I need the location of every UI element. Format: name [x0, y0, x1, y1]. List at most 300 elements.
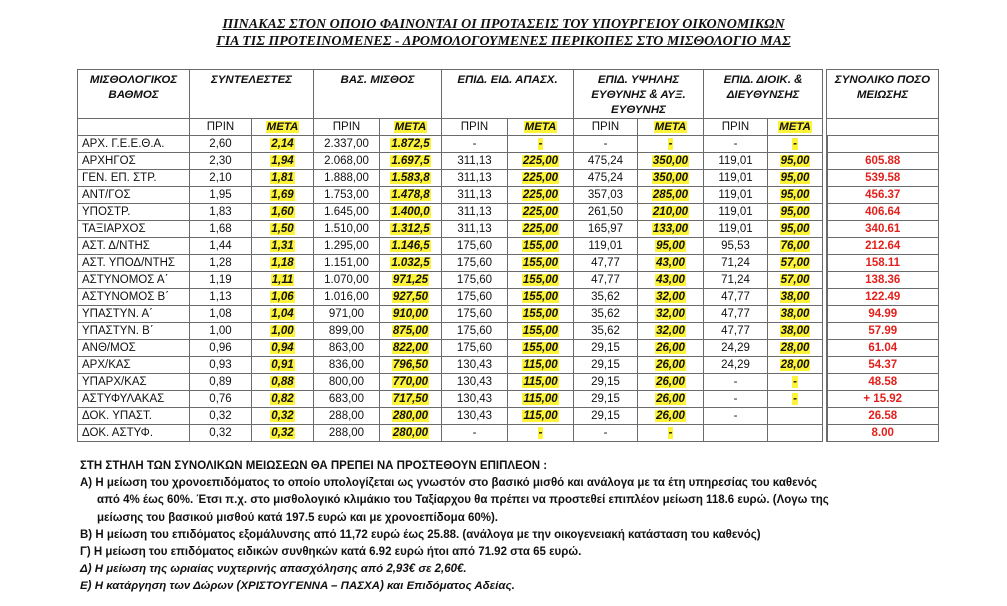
- coef-after-value: 1,50: [271, 222, 294, 235]
- spec-after-value: 225,00: [522, 222, 559, 235]
- coef-before-cell: 0,32: [190, 408, 252, 425]
- resp-before-cell: 29,15: [574, 408, 638, 425]
- subheader-after: ΜΕΤΑ: [380, 119, 442, 136]
- resp-after-cell: [638, 306, 704, 323]
- admin-after-value: 95,00: [780, 154, 810, 167]
- header-row: [78, 70, 939, 119]
- admin-after-cell: [768, 289, 823, 306]
- admin-before-cell: 119,01: [704, 170, 768, 187]
- subheader-after: ΜΕΤΑ: [508, 119, 574, 136]
- spec-before-cell: 130,43: [442, 408, 508, 425]
- spec-before-cell: 130,43: [442, 374, 508, 391]
- admin-after-cell: [768, 272, 823, 289]
- resp-after-cell: [638, 323, 704, 340]
- coef-after-value: 1,81: [271, 171, 294, 184]
- note-a-line3: μείωσης του βασικού μισθού κατά 197.5 ευρώ και με χρονοεπίδομα 60%).: [97, 511, 499, 524]
- base-before-cell: 1.151,00: [314, 255, 380, 272]
- coef-after-value: 2,14: [271, 137, 294, 150]
- resp-after-cell: [638, 221, 704, 238]
- resp-after-cell: [638, 170, 704, 187]
- subheader-before: ΠΡΙΝ: [574, 119, 638, 136]
- total-reduction-cell: 138.36: [827, 272, 939, 289]
- base-before-cell: 288,00: [314, 425, 380, 442]
- spec-after-cell: [508, 357, 574, 374]
- spec-after-value: 115,00: [523, 375, 558, 388]
- resp-after-cell: [638, 153, 704, 170]
- resp-after-value: 26,00: [656, 341, 685, 354]
- grade-cell: ΑΝΤ/ΓΟΣ: [78, 187, 190, 204]
- admin-before-cell: 95,53: [704, 238, 768, 255]
- coef-after-cell: [252, 187, 314, 204]
- base-after-value: 1.146,5: [391, 239, 430, 252]
- total-reduction-cell: 539.58: [827, 170, 939, 187]
- resp-after-cell: [638, 204, 704, 221]
- coef-before-cell: 0,76: [190, 391, 252, 408]
- resp-before-cell: -: [574, 136, 638, 153]
- resp-after-value: 43,00: [656, 256, 685, 269]
- spec-after-cell: [508, 136, 574, 153]
- coef-before-cell: 2,30: [190, 153, 252, 170]
- spec-after-cell: [508, 425, 574, 442]
- coef-after-value: 1,18: [271, 256, 294, 269]
- coef-before-cell: 1,28: [190, 255, 252, 272]
- resp-after-value: 133,00: [652, 222, 689, 235]
- note-b: Β) Η μείωση του επιδόματος εξομάλυνσης από 11,72 ευρώ έως 25.88. (ανάλογα με την οικογενειακή κατάσταση του καθενός): [80, 528, 761, 541]
- resp-after-cell: [638, 425, 704, 442]
- grade-cell: ΑΣΤΥΝΟΜΟΣ Β΄: [78, 289, 190, 306]
- spec-after-value: 155,00: [522, 273, 559, 286]
- base-before-cell: 2.068,00: [314, 153, 380, 170]
- header-grade: ΜΙΣΘΟΛΟΓΙΚΟΣ ΒΑΘΜΟΣ: [78, 70, 190, 119]
- total-reduction-cell: 48.58: [827, 374, 939, 391]
- spec-before-cell: 175,60: [442, 306, 508, 323]
- spec-after-value: 225,00: [522, 205, 559, 218]
- grade-cell: ΑΡΧ. Γ.Ε.Ε.Θ.Α.: [78, 136, 190, 153]
- spec-after-cell: [508, 170, 574, 187]
- notes-heading: ΣΤΗ ΣΤΗΛΗ ΤΩΝ ΣΥΝΟΛΙΚΩΝ ΜΕΙΩΣΕΩΝ ΘΑ ΠΡΕΠΕΙ ΝΑ ΠΡΟΣΤΕΘΟΥΝ ΕΠΙΠΛΕΟΝ :: [80, 460, 548, 472]
- table-row: [78, 238, 939, 255]
- coef-before-cell: 1,95: [190, 187, 252, 204]
- total-reduction-cell: 212.64: [827, 238, 939, 255]
- spec-after-value: 225,00: [522, 188, 559, 201]
- admin-after-cell: [768, 136, 823, 153]
- spec-after-cell: [508, 221, 574, 238]
- table-row: [78, 255, 939, 272]
- table-row: [78, 340, 939, 357]
- admin-before-cell: 119,01: [704, 204, 768, 221]
- coef-after-value: 0,94: [271, 341, 294, 354]
- base-before-cell: 836,00: [314, 357, 380, 374]
- admin-after-cell: [768, 187, 823, 204]
- subheader-row: [78, 119, 939, 136]
- coef-before-cell: 1,13: [190, 289, 252, 306]
- spec-after-value: 115,00: [523, 409, 558, 422]
- admin-after-value: 38,00: [780, 324, 810, 337]
- coef-after-cell: [252, 136, 314, 153]
- table-row: [78, 357, 939, 374]
- coef-after-cell: [252, 221, 314, 238]
- resp-before-cell: 35,62: [574, 323, 638, 340]
- grade-cell: ΑΡΧ/ΚΑΣ: [78, 357, 190, 374]
- total-reduction-cell: 406.64: [827, 204, 939, 221]
- resp-before-cell: 29,15: [574, 391, 638, 408]
- resp-before-cell: 357,03: [574, 187, 638, 204]
- grade-cell: ΑΝΘ/ΜΟΣ: [78, 340, 190, 357]
- coef-after-value: 0,82: [271, 392, 294, 405]
- subheader-after: ΜΕΤΑ: [638, 119, 704, 136]
- spec-before-cell: 175,60: [442, 340, 508, 357]
- resp-after-value: 26,00: [656, 392, 685, 405]
- total-reduction-cell: 8.00: [827, 425, 939, 442]
- base-after-value: 1.872,5: [391, 137, 430, 150]
- base-after-cell: [380, 306, 442, 323]
- admin-after-value: -: [793, 392, 797, 405]
- admin-before-cell: [704, 425, 768, 442]
- base-before-cell: 1.510,00: [314, 221, 380, 238]
- admin-before-cell: 119,01: [704, 153, 768, 170]
- resp-after-value: 210,00: [652, 205, 689, 218]
- base-before-cell: 800,00: [314, 374, 380, 391]
- coef-after-value: 1,00: [271, 324, 294, 337]
- spec-after-value: 155,00: [522, 290, 559, 303]
- spec-before-cell: 311,13: [442, 187, 508, 204]
- spec-before-cell: 311,13: [442, 153, 508, 170]
- admin-after-cell: [768, 255, 823, 272]
- table-row: [78, 408, 939, 425]
- resp-after-cell: [638, 136, 704, 153]
- resp-after-value: -: [668, 137, 673, 150]
- header-coefficients: ΣΥΝΤΕΛΕΣΤΕΣ: [190, 70, 314, 119]
- base-after-value: 796,50: [392, 358, 429, 371]
- coef-after-cell: [252, 204, 314, 221]
- coef-before-cell: 1,19: [190, 272, 252, 289]
- spec-after-value: -: [538, 426, 543, 439]
- resp-after-cell: [638, 255, 704, 272]
- spec-before-cell: 130,43: [442, 391, 508, 408]
- base-after-cell: [380, 357, 442, 374]
- resp-after-value: 26,00: [656, 358, 685, 371]
- coef-after-cell: [252, 340, 314, 357]
- table-row: [78, 425, 939, 442]
- admin-after-value: 38,00: [780, 290, 810, 303]
- spec-after-value: 155,00: [522, 341, 559, 354]
- spec-after-cell: [508, 238, 574, 255]
- coef-before-cell: 0,32: [190, 425, 252, 442]
- spec-after-value: 155,00: [522, 307, 559, 320]
- resp-after-value: 26,00: [656, 409, 685, 422]
- admin-after-value: 28,00: [780, 358, 810, 371]
- resp-after-cell: [638, 272, 704, 289]
- base-after-value: 1.032,5: [391, 256, 430, 269]
- coef-before-cell: 0,89: [190, 374, 252, 391]
- spec-after-cell: [508, 323, 574, 340]
- resp-after-value: 350,00: [652, 154, 689, 167]
- coef-before-cell: 2,10: [190, 170, 252, 187]
- coef-after-value: 0,32: [271, 426, 294, 439]
- admin-before-cell: -: [704, 391, 768, 408]
- admin-after-cell: [768, 391, 823, 408]
- base-after-cell: [380, 136, 442, 153]
- base-after-value: 927,50: [392, 290, 429, 303]
- subheader-before: ΠΡΙΝ: [190, 119, 252, 136]
- grade-cell: ΥΠΑΡΧ/ΚΑΣ: [78, 374, 190, 391]
- coef-after-value: 1,06: [271, 290, 294, 303]
- resp-after-value: 43,00: [656, 273, 685, 286]
- header-high-responsibility: ΕΠΙΔ. ΥΨΗΛΗΣ ΕΥΘΥΝΗΣ & ΑΥΞ. ΕΥΘΥΝΗΣ: [574, 70, 704, 119]
- subheader-after: ΜΕΤΑ: [768, 119, 823, 136]
- admin-after-cell: [768, 238, 823, 255]
- admin-after-value: 57,00: [780, 256, 810, 269]
- admin-after-value: 95,00: [780, 222, 810, 235]
- coef-after-cell: [252, 255, 314, 272]
- base-after-value: 770,00: [392, 375, 429, 388]
- notes-section: [80, 458, 980, 596]
- admin-before-cell: 71,24: [704, 272, 768, 289]
- admin-before-cell: 71,24: [704, 255, 768, 272]
- base-after-value: 1.583,8: [391, 171, 430, 184]
- base-after-cell: [380, 170, 442, 187]
- resp-before-cell: 475,24: [574, 170, 638, 187]
- spec-after-value: 155,00: [522, 324, 559, 337]
- base-after-cell: [380, 374, 442, 391]
- coef-after-cell: [252, 153, 314, 170]
- total-reduction-cell: 26.58: [827, 408, 939, 425]
- admin-after-cell: [768, 204, 823, 221]
- coef-before-cell: 0,96: [190, 340, 252, 357]
- base-after-value: 1.697,5: [391, 154, 430, 167]
- coef-before-cell: 1,44: [190, 238, 252, 255]
- subheader-after: ΜΕΤΑ: [252, 119, 314, 136]
- admin-after-cell: [768, 306, 823, 323]
- coef-before-cell: 2,60: [190, 136, 252, 153]
- resp-after-cell: [638, 374, 704, 391]
- resp-after-cell: [638, 357, 704, 374]
- coef-before-cell: 0,93: [190, 357, 252, 374]
- resp-after-value: 32,00: [656, 290, 685, 303]
- spec-before-cell: -: [442, 136, 508, 153]
- table-row: [78, 306, 939, 323]
- spec-after-value: 115,00: [523, 392, 558, 405]
- total-reduction-cell: 54.37: [827, 357, 939, 374]
- coef-after-value: 1,94: [271, 154, 294, 167]
- admin-after-cell: [768, 323, 823, 340]
- spec-after-value: 115,00: [523, 358, 558, 371]
- spec-before-cell: 175,60: [442, 255, 508, 272]
- base-after-value: 717,50: [392, 392, 429, 405]
- spec-after-cell: [508, 340, 574, 357]
- base-before-cell: 1.016,00: [314, 289, 380, 306]
- admin-after-value: 38,00: [780, 307, 810, 320]
- coef-after-value: 1,11: [271, 273, 294, 286]
- resp-after-cell: [638, 340, 704, 357]
- base-after-value: 1.400,0: [391, 205, 430, 218]
- resp-after-value: 32,00: [656, 307, 685, 320]
- resp-before-cell: 29,15: [574, 374, 638, 391]
- resp-before-cell: 29,15: [574, 357, 638, 374]
- base-after-cell: [380, 272, 442, 289]
- spec-before-cell: 311,13: [442, 204, 508, 221]
- spec-before-cell: 311,13: [442, 170, 508, 187]
- coef-after-value: 0,91: [271, 358, 294, 371]
- resp-before-cell: 35,62: [574, 306, 638, 323]
- base-before-cell: 1.753,00: [314, 187, 380, 204]
- spec-before-cell: 175,60: [442, 272, 508, 289]
- coef-after-value: 1,69: [271, 188, 294, 201]
- grade-cell: ΑΣΤ. Δ/ΝΤΗΣ: [78, 238, 190, 255]
- table-row: [78, 170, 939, 187]
- coef-after-cell: [252, 357, 314, 374]
- note-a-line2: από 4% έως 60%. Έτσι π.χ. στο μισθολογικό κλιμάκιο του Ταξίαρχου θα πρέπει να προστεθεί επιπλέον μείωση 118.6 ευρώ. (Λογω της: [97, 494, 829, 507]
- coef-after-value: 1,31: [271, 239, 294, 252]
- table-row: [78, 374, 939, 391]
- coef-after-value: 1,04: [271, 307, 294, 320]
- admin-before-cell: -: [704, 408, 768, 425]
- coef-before-cell: 1,68: [190, 221, 252, 238]
- resp-after-cell: [638, 187, 704, 204]
- spec-after-value: -: [538, 137, 543, 150]
- admin-after-value: 57,00: [780, 273, 810, 286]
- base-before-cell: 288,00: [314, 408, 380, 425]
- base-after-cell: [380, 238, 442, 255]
- salary-cuts-table: [77, 69, 939, 442]
- admin-before-cell: 24,29: [704, 340, 768, 357]
- coef-after-cell: [252, 391, 314, 408]
- base-before-cell: 1.295,00: [314, 238, 380, 255]
- spec-before-cell: 175,60: [442, 323, 508, 340]
- spec-after-value: 155,00: [522, 239, 559, 252]
- base-after-cell: [380, 255, 442, 272]
- subheader-before: ΠΡΙΝ: [704, 119, 768, 136]
- admin-after-value: 95,00: [780, 171, 810, 184]
- spec-before-cell: -: [442, 425, 508, 442]
- document-title-line1: ΠΙΝΑΚΑΣ ΣΤΟΝ ΟΠΟΙΟ ΦΑΙΝΟΝΤΑΙ ΟΙ ΠΡΟΤΑΣΕΙΣ ΤΟΥ ΥΠΟΥΡΓΕΙΟΥ ΟΙΚΟΝΟΜΙΚΩΝ: [222, 17, 785, 32]
- resp-before-cell: 261,50: [574, 204, 638, 221]
- grade-cell: ΑΣΤΥΦΥΛΑΚΑΣ: [78, 391, 190, 408]
- resp-after-value: 350,00: [652, 171, 689, 184]
- table-row: [78, 391, 939, 408]
- spec-before-cell: 130,43: [442, 357, 508, 374]
- total-reduction-cell: 456.37: [827, 187, 939, 204]
- coef-after-cell: [252, 170, 314, 187]
- coef-after-cell: [252, 306, 314, 323]
- resp-after-cell: [638, 289, 704, 306]
- admin-after-value: 76,00: [780, 239, 810, 252]
- base-after-value: 1.478,8: [391, 188, 430, 201]
- base-after-cell: [380, 391, 442, 408]
- spec-after-cell: [508, 374, 574, 391]
- table-row: [78, 289, 939, 306]
- spec-after-cell: [508, 272, 574, 289]
- resp-after-value: 95,00: [656, 239, 685, 252]
- grade-cell: ΑΣΤΥΝΟΜΟΣ Α΄: [78, 272, 190, 289]
- resp-before-cell: 29,15: [574, 340, 638, 357]
- header-total: ΣΥΝΟΛΙΚΟ ΠΟΣΟ ΜΕΙΩΣΗΣ: [827, 70, 939, 119]
- coef-after-cell: [252, 323, 314, 340]
- resp-after-cell: [638, 238, 704, 255]
- resp-after-value: 26,00: [656, 375, 685, 388]
- admin-after-value: 95,00: [780, 205, 810, 218]
- admin-after-cell: [768, 357, 823, 374]
- grade-cell: ΥΠΑΣΤΥΝ. Β΄: [78, 323, 190, 340]
- total-reduction-cell: 340.61: [827, 221, 939, 238]
- coef-after-cell: [252, 374, 314, 391]
- grade-cell: ΑΣΤ. ΥΠΟΔ/ΝΤΗΣ: [78, 255, 190, 272]
- admin-before-cell: 47,77: [704, 306, 768, 323]
- header-admin-allowance: ΕΠΙΔ. ΔΙΟΙΚ. & ΔΙΕΥΘΥΝΣΗΣ: [704, 70, 823, 119]
- admin-before-cell: 47,77: [704, 289, 768, 306]
- spec-after-cell: [508, 289, 574, 306]
- admin-after-cell: [768, 221, 823, 238]
- total-reduction-cell: 605.88: [827, 153, 939, 170]
- admin-before-cell: 24,29: [704, 357, 768, 374]
- document-title-line2: ΓΙΑ ΤΙΣ ΠΡΟΤΕΙΝΟΜΕΝΕΣ - ΔΡΟΜΟΛΟΓΟΥΜΕΝΕΣ ΠΕΡΙΚΟΠΕΣ ΣΤΟ ΜΙΣΘΟΛΟΓΙΟ ΜΑΣ: [216, 34, 791, 49]
- spec-after-cell: [508, 187, 574, 204]
- admin-before-cell: -: [704, 374, 768, 391]
- coef-before-cell: 1,00: [190, 323, 252, 340]
- coef-after-value: 0,32: [271, 409, 294, 422]
- spec-after-cell: [508, 408, 574, 425]
- spec-after-cell: [508, 153, 574, 170]
- resp-before-cell: 35,62: [574, 289, 638, 306]
- coef-after-cell: [252, 272, 314, 289]
- resp-after-value: -: [668, 426, 673, 439]
- base-after-value: 280,00: [392, 426, 429, 439]
- grade-cell: ΓΕΝ. ΕΠ. ΣΤΡ.: [78, 170, 190, 187]
- total-reduction-cell: 158.11: [827, 255, 939, 272]
- table-row: [78, 204, 939, 221]
- admin-after-cell: [768, 153, 823, 170]
- note-d: Δ) Η μείωση της ωριαίας νυχτερινής απασχόλησης από 2,93€ σε 2,60€.: [80, 563, 467, 576]
- coef-after-cell: [252, 289, 314, 306]
- subheader-before: ΠΡΙΝ: [442, 119, 508, 136]
- resp-before-cell: 47,77: [574, 255, 638, 272]
- grade-cell: ΔΟΚ. ΥΠΑΣΤ.: [78, 408, 190, 425]
- base-after-cell: [380, 323, 442, 340]
- subheader-empty: [78, 119, 190, 136]
- admin-after-value: -: [793, 375, 797, 388]
- coef-before-cell: 1,08: [190, 306, 252, 323]
- grade-cell: ΔΟΚ. ΑΣΤΥΦ.: [78, 425, 190, 442]
- admin-after-cell: [768, 425, 823, 442]
- resp-after-cell: [638, 391, 704, 408]
- admin-after-value: -: [793, 137, 797, 150]
- total-reduction-cell: [827, 136, 939, 153]
- base-before-cell: 1.888,00: [314, 170, 380, 187]
- base-before-cell: 899,00: [314, 323, 380, 340]
- admin-after-value: 95,00: [780, 188, 810, 201]
- resp-before-cell: -: [574, 425, 638, 442]
- header-special-allowance: ΕΠΙΔ. ΕΙΔ. ΑΠΑΣΧ.: [442, 70, 574, 119]
- admin-before-cell: 47,77: [704, 323, 768, 340]
- grade-cell: ΥΠΑΣΤΥΝ. Α΄: [78, 306, 190, 323]
- base-after-cell: [380, 221, 442, 238]
- grade-cell: ΥΠΟΣΤΡ.: [78, 204, 190, 221]
- subheader-before: ΠΡΙΝ: [314, 119, 380, 136]
- base-after-cell: [380, 289, 442, 306]
- coef-before-cell: 1,83: [190, 204, 252, 221]
- coef-after-cell: [252, 425, 314, 442]
- base-after-value: 971,25: [392, 273, 429, 286]
- resp-before-cell: 119,01: [574, 238, 638, 255]
- grade-cell: ΑΡΧΗΓΟΣ: [78, 153, 190, 170]
- spec-after-value: 225,00: [522, 154, 559, 167]
- spec-before-cell: 175,60: [442, 289, 508, 306]
- coef-after-value: 1,60: [271, 205, 294, 218]
- base-after-value: 280,00: [392, 409, 429, 422]
- table-row: [78, 153, 939, 170]
- spec-after-cell: [508, 306, 574, 323]
- base-after-cell: [380, 153, 442, 170]
